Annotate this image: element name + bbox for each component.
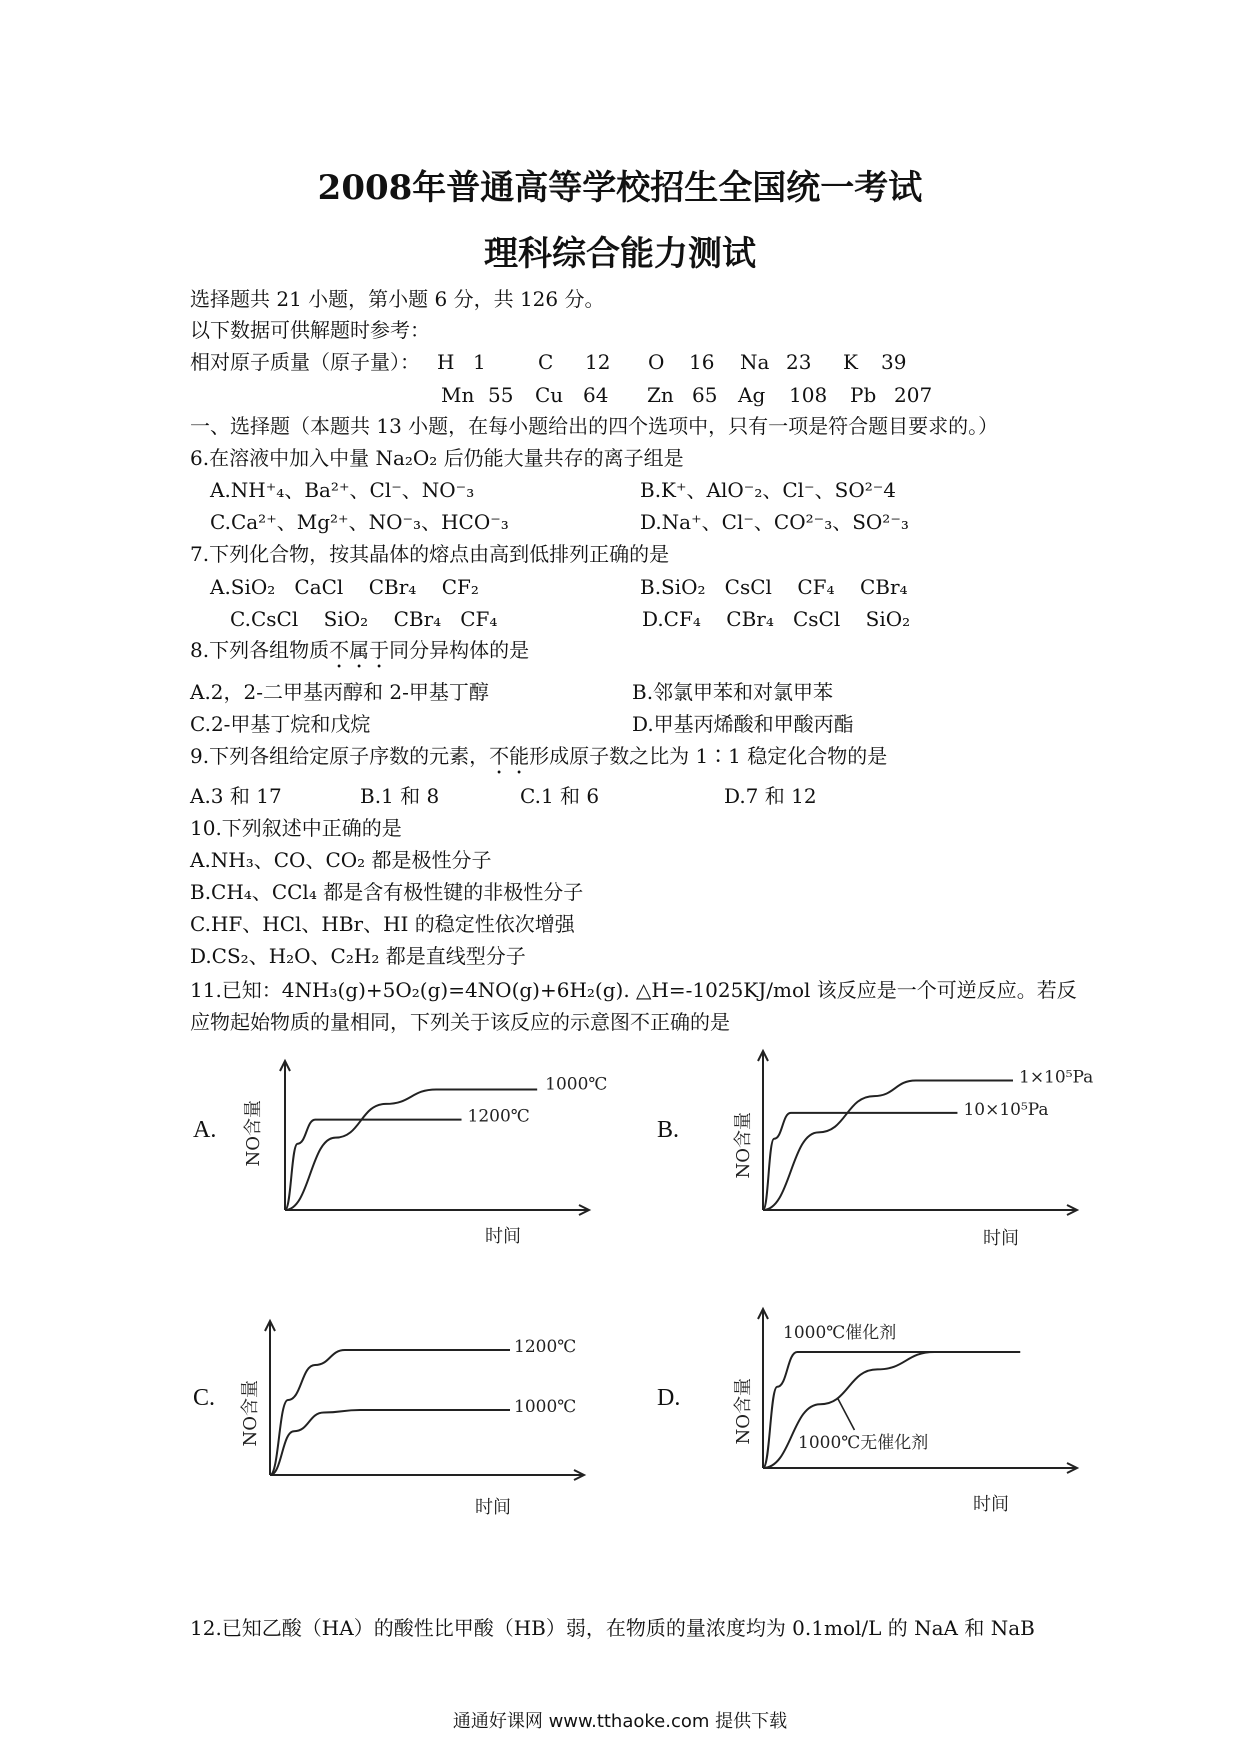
chart-a bbox=[243, 1060, 608, 1250]
atomic-mass-K: 39 bbox=[881, 350, 907, 374]
y-axis-label: NO含量 bbox=[240, 1380, 261, 1447]
series-label-2: 1000℃ bbox=[514, 1397, 577, 1417]
q10-option-a: A.NH₃、CO、CO₂ 都是极性分子 bbox=[190, 848, 492, 872]
q12-stem: 12.已知乙酸（HA）的酸性比甲酸（HB）弱，在物质的量浓度均为 0.1mol/L 的 NaA 和 NaB bbox=[190, 1616, 1035, 1640]
q9-stem-post: 形成原子数之比为 1∶1 稳定化合物的是 bbox=[529, 744, 888, 768]
series-line-2 bbox=[285, 1120, 462, 1210]
series-label-1: 1×10⁵Pa bbox=[1019, 1067, 1094, 1088]
y-axis-label: NO含量 bbox=[733, 1112, 754, 1179]
section-heading: 一、选择题（本题共 13 小题，在每小题给出的四个选项中，只有一项是符合题目要求的。） bbox=[190, 414, 999, 438]
atomic-symbol-Mn: Mn bbox=[441, 383, 475, 407]
intro-line-1: 选择题共 21 小题，第小题 6 分，共 126 分。 bbox=[190, 287, 605, 311]
q8-stem-post: 同分异构体的是 bbox=[389, 638, 530, 662]
intro-line-2: 以下数据可供解题时参考： bbox=[190, 318, 430, 342]
atomic-mass-O: 16 bbox=[689, 350, 715, 374]
q7-option-d: D.CF₄ CBr₄ CsCl SiO₂ bbox=[642, 607, 911, 631]
q8-stem-emphasis: 不属于 bbox=[329, 638, 390, 662]
q9-option-d: D.7 和 12 bbox=[724, 784, 817, 808]
q8-option-b: B.邻氯甲苯和对氯甲苯 bbox=[632, 680, 834, 704]
chart-c bbox=[240, 1325, 585, 1520]
q7-option-a: A.SiO₂ CaCl CBr₄ CF₂ bbox=[210, 575, 479, 599]
series-label-2: 1200℃ bbox=[467, 1106, 530, 1127]
series-line-2 bbox=[763, 1113, 957, 1210]
q6-option-a: A.NH⁺₄、Ba²⁺、Cl⁻、NO⁻₃ bbox=[210, 478, 475, 502]
page-title: 2008年普通高等学校招生全国统一考试 bbox=[317, 168, 923, 208]
atomic-mass-Mn: 55 bbox=[488, 383, 514, 407]
q7-option-b: B.SiO₂ CsCl CF₄ CBr₄ bbox=[640, 575, 908, 599]
q8-option-d: D.甲基丙烯酸和甲酸丙酯 bbox=[632, 712, 854, 736]
q6-option-c: C.Ca²⁺、Mg²⁺、NO⁻₃、HCO⁻₃ bbox=[210, 510, 509, 534]
x-axis-label: 时间 bbox=[485, 1226, 521, 1247]
atomic-symbol-Na: Na bbox=[740, 350, 770, 374]
atomic-mass-C: 12 bbox=[585, 350, 611, 374]
q8-option-c: C.2-甲基丁烷和戊烷 bbox=[190, 712, 371, 736]
q9-stem-emphasis: 不能 bbox=[489, 744, 530, 768]
atomic-symbol-K: K bbox=[843, 350, 858, 374]
series-label-1: 1200℃ bbox=[514, 1337, 577, 1357]
q7-option-c: C.CsCl SiO₂ CBr₄ CF₄ bbox=[230, 607, 498, 631]
series-label-1: 1000℃ bbox=[545, 1074, 608, 1095]
atomic-mass-Na: 23 bbox=[786, 350, 812, 374]
q8-stem-pre: 8.下列各组物质 bbox=[190, 638, 330, 662]
atomic-mass-Cu: 64 bbox=[583, 383, 609, 407]
q9-stem-pre: 9.下列各组给定原子序数的元素， bbox=[190, 744, 490, 768]
x-axis-label: 时间 bbox=[983, 1228, 1019, 1249]
series-label-1: 1000℃催化剂 bbox=[783, 1323, 897, 1343]
series-line-2 bbox=[270, 1410, 510, 1475]
q8-stem bbox=[190, 638, 529, 673]
atomic-symbol-C: C bbox=[538, 350, 554, 374]
q10-stem: 10.下列叙述中正确的是 bbox=[190, 816, 402, 840]
q9-option-b: B.1 和 8 bbox=[360, 784, 440, 808]
chart-d bbox=[733, 1318, 1078, 1518]
x-axis-label: 时间 bbox=[475, 1497, 511, 1518]
atomic-symbol-Cu: Cu bbox=[535, 383, 564, 407]
y-axis-label: NO含量 bbox=[243, 1100, 264, 1167]
page-subtitle: 理科综合能力测试 bbox=[484, 234, 756, 274]
chart-b bbox=[733, 1052, 1094, 1252]
series-line-1 bbox=[270, 1350, 510, 1475]
atomic-mass-label: 相对原子质量（原子量）： bbox=[190, 350, 420, 374]
q6-option-d: D.Na⁺、Cl⁻、CO²⁻₃、SO²⁻₃ bbox=[640, 510, 909, 534]
q7-stem: 7.下列化合物，按其晶体的熔点由高到低排列正确的是 bbox=[190, 542, 670, 566]
series-label-2: 10×10⁵Pa bbox=[963, 1099, 1049, 1120]
atomic-symbol-Zn: Zn bbox=[647, 383, 674, 407]
panel-label-b: B. bbox=[657, 1117, 680, 1143]
q10-option-b: B.CH₄、CCl₄ 都是含有极性键的非极性分子 bbox=[190, 880, 584, 904]
q9-option-a: A.3 和 17 bbox=[190, 784, 282, 808]
atomic-mass-H: 1 bbox=[473, 350, 486, 374]
q9-option-c: C.1 和 6 bbox=[520, 784, 600, 808]
q6-stem: 6.在溶液中加入中量 Na₂O₂ 后仍能大量共存的离子组是 bbox=[190, 446, 684, 470]
q10-option-d: D.CS₂、H₂O、C₂H₂ 都是直线型分子 bbox=[190, 944, 526, 968]
y-axis-label: NO含量 bbox=[733, 1378, 754, 1445]
atomic-mass-Zn: 65 bbox=[692, 383, 718, 407]
series-label-2: 1000℃无催化剂 bbox=[798, 1433, 929, 1453]
atomic-symbol-O: O bbox=[648, 350, 665, 374]
panel-label-c: C. bbox=[193, 1385, 216, 1411]
q11-stem-line-1: 11.已知：4NH₃(g)+5O₂(g)=4NO(g)+6H₂(g). △H=-1025KJ/mol 该反应是一个可逆反应。若反 bbox=[190, 978, 1077, 1002]
panel-label-d: D. bbox=[657, 1385, 681, 1411]
q10-option-c: C.HF、HCl、HBr、HI 的稳定性依次增强 bbox=[190, 912, 575, 936]
x-axis-label: 时间 bbox=[973, 1494, 1009, 1515]
page-footer: 通通好课网 www.tthaoke.com 提供下载 bbox=[452, 1711, 788, 1732]
atomic-mass-Pb: 207 bbox=[894, 383, 933, 407]
q9-stem bbox=[190, 744, 887, 779]
annotation-arrow-2 bbox=[837, 1397, 854, 1430]
q8-option-a: A.2，2-二甲基丙醇和 2-甲基丁醇 bbox=[190, 680, 489, 704]
q11-stem-line-2: 应物起始物质的量相同，下列关于该反应的示意图不正确的是 bbox=[190, 1010, 730, 1034]
q6-option-b: B.K⁺、AlO⁻₂、Cl⁻、SO²⁻4 bbox=[640, 478, 897, 502]
atomic-mass-Ag: 108 bbox=[789, 383, 828, 407]
panel-label-a: A. bbox=[193, 1117, 217, 1143]
atomic-symbol-H: H bbox=[437, 350, 455, 374]
atomic-symbol-Ag: Ag bbox=[738, 383, 766, 407]
atomic-symbol-Pb: Pb bbox=[850, 383, 877, 407]
